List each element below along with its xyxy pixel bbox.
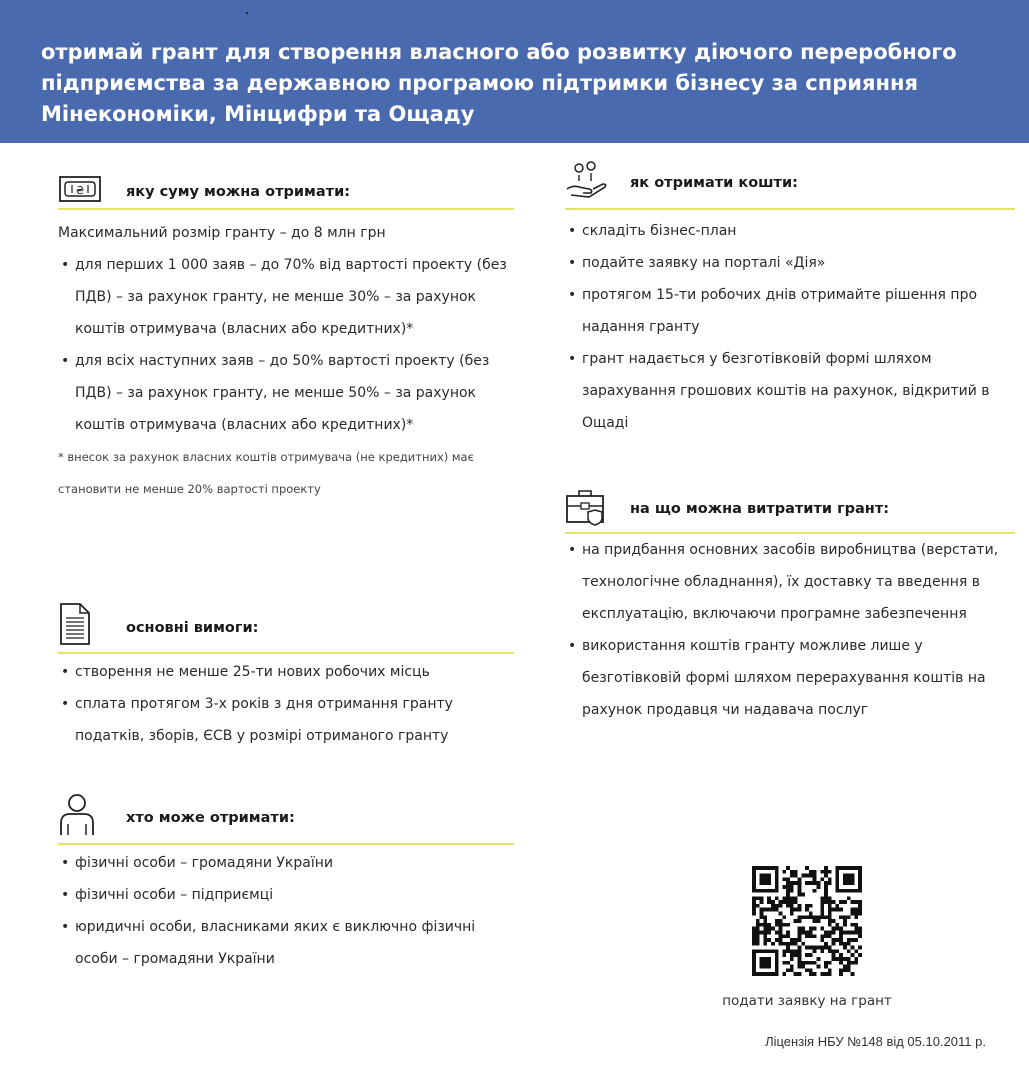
section-divider [58,652,514,654]
eligibility-bullet: • юридичні особи, власниками яких є виключно фізичні особи – громадяни України [58,911,514,975]
requirements-bullet: • сплата протягом 3-х років з дня отримання гранту податків, зборів, ЄСВ у розмірі отриманого гранту [58,688,514,752]
section-eligibility [58,795,514,975]
banknote-icon [58,173,102,205]
section-spend-title: на що можна витратити грант: [630,501,890,517]
person-icon [58,793,98,837]
svg-text:₴: ₴ [75,184,85,197]
how-bullet: • протягом 15-ти робочих днів отримайте рішення про надання гранту [565,279,1015,343]
document-icon [58,602,92,646]
banner-dot [246,12,248,14]
section-spend [565,488,1015,726]
how-bullet: • подайте заявку на порталі «Дія» [565,247,1015,279]
amount-bullet: • для перших 1 000 заяв – до 70% від вартості проекту (без ПДВ) – за рахунок гранту, не менше 30% – за рахунок коштів отримувача (власних або кредитних)* [58,249,514,345]
eligibility-bullet: • фізичні особи – громадяни України [58,847,514,879]
section-requirements [58,608,514,752]
section-eligibility-title: хто може отримати: [126,810,295,826]
amount-intro: Максимальний розмір гранту – до 8 млн грн [58,225,386,241]
section-how-title: як отримати кошти: [630,175,798,191]
how-bullet: • складіть бізнес-план [565,215,1015,247]
section-divider [565,208,1015,210]
section-divider [58,843,514,845]
qr-code[interactable] [752,866,862,976]
license-text: Ліцензія НБУ №148 від 05.10.2011 р. [765,1034,986,1049]
hand-coins-icon [565,161,609,201]
qr-caption: подати заявку на грант [722,993,892,1009]
eligibility-bullet: • фізичні особи – підприємці [58,879,514,911]
section-requirements-title: основні вимоги: [126,620,259,636]
section-amount [58,173,514,505]
briefcase-shield-icon [565,488,609,526]
section-how [565,161,1015,439]
spend-bullet: • на придбання основних засобів виробництва (верстати, технологічне обладнання), їх доставку та введення в експлуатацію, включаючи програмне забезпечення [565,534,1015,630]
amount-footnote: * внесок за рахунок власних коштів отримувача (не кредитних) має становити не менше 20% вартості проекту [58,450,474,496]
amount-bullet: • для всіх наступних заяв – до 50% вартості проекту (без ПДВ) – за рахунок гранту, не менше 50% – за рахунок коштів отримувача (власних або кредитних)* [58,345,514,441]
how-bullet: • грант надається у безготівковій формі шляхом зарахування грошових коштів на рахунок, відкритий в Ощаді [565,343,1015,439]
spend-bullet: • використання коштів гранту можливе лише у безготівковій формі шляхом перерахування коштів на рахунок продавця чи надавача послуг [565,630,1015,726]
page-title: отримай грант для створення власного або розвитку діючого переробного підприємства за державною програмою підтримки бізнесу за сприяння Мінекономіки, Мінцифри та Ощаду [41,40,957,126]
section-divider [58,208,514,210]
header-banner [0,0,1029,143]
requirements-bullet: • створення не менше 25-ти нових робочих місць [58,656,514,688]
section-amount-title: яку суму можна отримати: [126,184,351,200]
